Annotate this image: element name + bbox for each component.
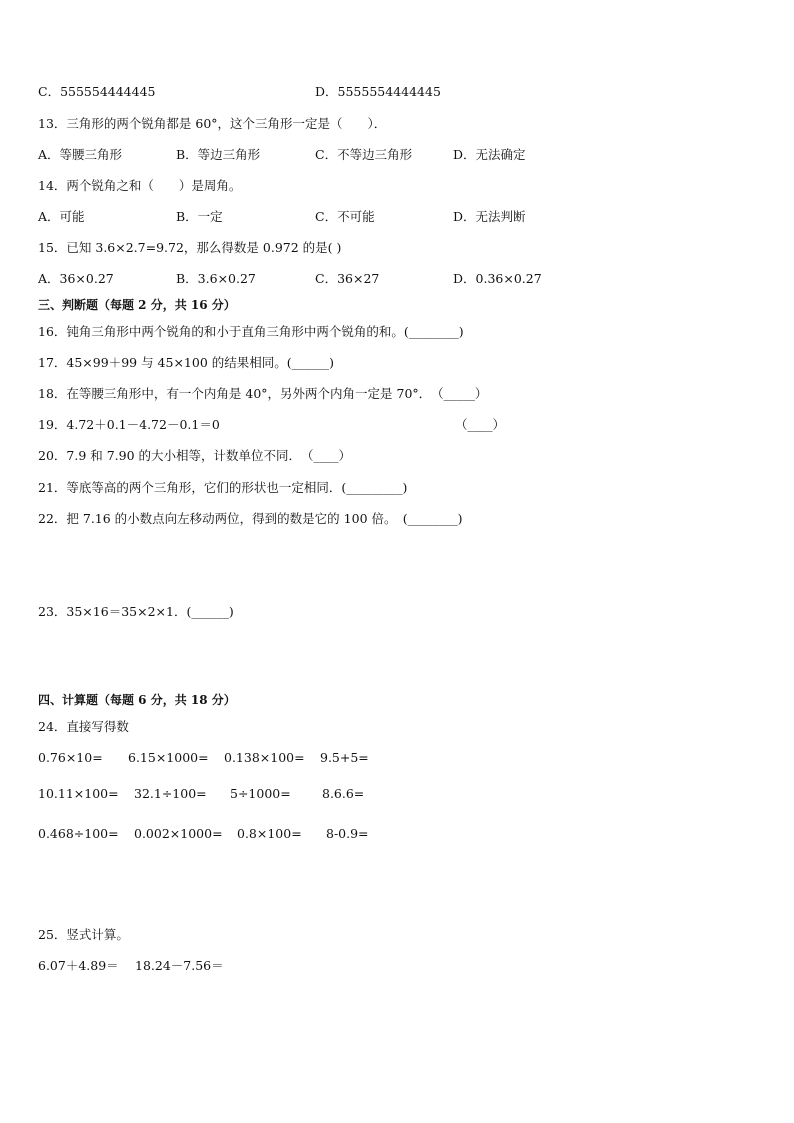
section4-title: 四、计算题（每题 6 分，共 18 分） (38, 693, 236, 707)
q14-option-a: A．可能 (38, 209, 85, 224)
q19-answer-blank: （____） (455, 417, 506, 432)
calc-item: 32.1÷100= (134, 786, 207, 801)
q15-option-c: C．36×27 (315, 271, 380, 286)
calc-item: 8.6.6= (322, 786, 365, 801)
calc-item: 6.15×1000= (128, 750, 209, 765)
calc-item: 5÷1000= (230, 786, 291, 801)
q20: 20．7.9 和 7.90 的大小相等，计数单位不同． （____） (38, 448, 352, 463)
q14-option-c: C．不可能 (315, 209, 375, 224)
q19: 19．4.72＋0.1－4.72－0.1＝0 (38, 417, 220, 432)
calc-item: 9.5+5= (320, 750, 369, 765)
section3-title: 三、判断题（每题 2 分，共 16 分） (38, 298, 236, 312)
calc-item: 0.8×100= (237, 826, 302, 841)
calc-item: 0.76×10= (38, 750, 103, 765)
q15-option-a: A．36×0.27 (38, 271, 114, 286)
calc-item: 10.11×100= (38, 786, 119, 801)
q15-option-b: B．3.6×0.27 (176, 271, 256, 286)
q12-option-d: D．5555554444445 (315, 84, 441, 99)
q13-option-b: B．等边三角形 (176, 147, 261, 162)
q15-stem: 15．已知 3.6×2.7=9.72，那么得数是 0.972 的是( ) (38, 240, 342, 255)
calc-item: 8-0.9= (326, 826, 369, 841)
q13-option-a: A．等腰三角形 (38, 147, 123, 162)
q18: 18．在等腰三角形中，有一个内角是 40°，另外两个内角一定是 70°． （_____） (38, 386, 488, 401)
calc-item: 0.138×100= (224, 750, 305, 765)
q25-item: 6.07＋4.89＝ (38, 958, 119, 973)
q17: 17．45×99＋99 与 45×100 的结果相同。(______) (38, 355, 335, 370)
q13-option-c: C．不等边三角形 (315, 147, 413, 162)
calc-item: 0.002×1000= (134, 826, 223, 841)
q13-stem: 13．三角形的两个锐角都是 60°，这个三角形一定是（ ）． (38, 116, 387, 131)
q14-option-d: D．无法判断 (453, 209, 526, 224)
q22: 22．把 7.16 的小数点向左移动两位，得到的数是它的 100 倍。 (________) (38, 511, 463, 526)
q23: 23．35×16＝35×2×1．(______) (38, 604, 234, 619)
q16: 16．钝角三角形中两个锐角的和小于直角三角形中两个锐角的和。(________) (38, 324, 464, 339)
q15-option-d: D．0.36×0.27 (453, 271, 542, 286)
q21: 21．等底等高的两个三角形，它们的形状也一定相同．(_________) (38, 480, 408, 495)
q14-option-b: B．一定 (176, 209, 223, 224)
q14-stem: 14．两个锐角之和（ ）是周角。 (38, 178, 242, 193)
q24-stem: 24．直接写得数 (38, 719, 129, 734)
q12-option-c: C．555554444445 (38, 84, 156, 99)
q25-item: 18.24－7.56＝ (135, 958, 224, 973)
q13-option-d: D．无法确定 (453, 147, 526, 162)
q25-stem: 25．竖式计算。 (38, 927, 129, 942)
calc-item: 0.468÷100= (38, 826, 119, 841)
